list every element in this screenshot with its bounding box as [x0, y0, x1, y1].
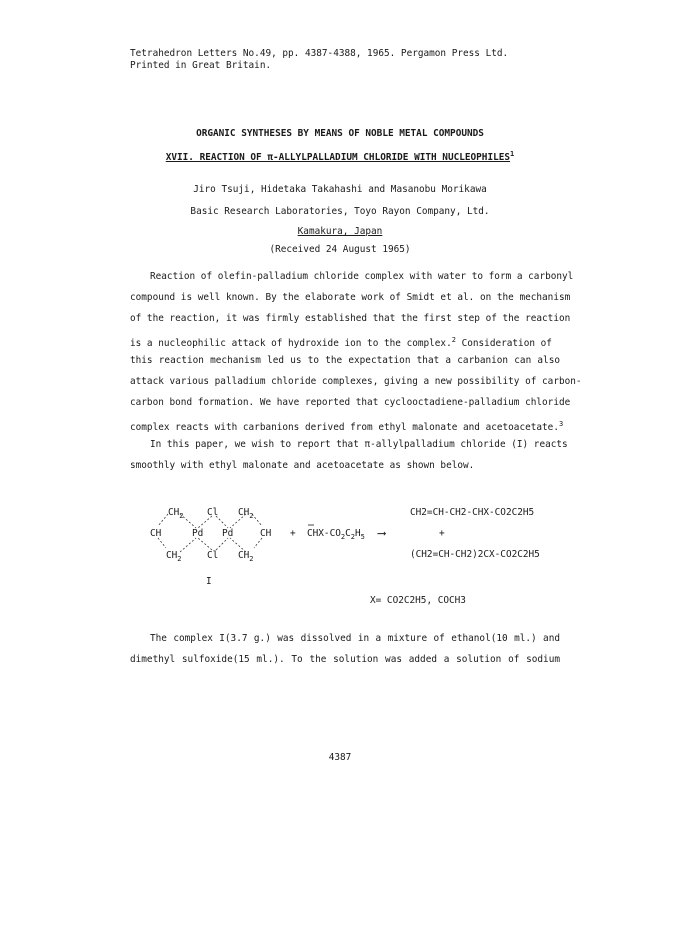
cl-bottom: Cl: [207, 550, 219, 561]
para3-line: dimethyl sulfoxide(15 ml.). To the solution was added a solution of sodium: [130, 654, 560, 665]
para1-line: attack various palladium chloride complexes, giving a new possibility of carbon-: [130, 376, 582, 387]
received-date: (Received 24 August 1965): [269, 244, 411, 255]
location-text: Kamakura, Japan: [297, 226, 383, 237]
citation-line: Tetrahedron Letters No.49, pp. 4387-4388, 1965. Pergamon Press Ltd.: [130, 48, 509, 59]
ch-left: CH: [150, 528, 162, 539]
product-plus: +: [439, 528, 445, 539]
ch2-top-right: $CH_2$: [238, 507, 254, 520]
title-line-2-text: XVII. REACTION OF π-ALLYLPALLADIUM CHLORIDE WITH NUCLEOPHILES: [165, 152, 511, 164]
para1-line: of the reaction, it was firmly established that the first step of the reaction: [130, 313, 571, 324]
printed-line: Printed in Great Britain.: [130, 60, 272, 71]
pd-right: Pd: [222, 528, 234, 539]
dimer-bonds: [158, 514, 262, 552]
para1-line: Reaction of olefin-palladium chloride complex with water to form a carbonyl: [150, 271, 574, 282]
reagent-carbanion: CHX-$CO_2C_2H_5$: [307, 528, 365, 541]
title-footnote-mark: 1: [510, 150, 515, 158]
para1-line-8-text: complex reacts with carbanions derived from ethyl malonate and acetoacetate.: [130, 422, 559, 434]
cl-top: Cl: [207, 507, 219, 518]
para3-line: The complex I(3.7 g.) was dissolved in a mixture of ethanol(10 ml.) and: [150, 633, 560, 644]
reaction-arrow: ⟶: [378, 526, 386, 540]
para1-line: this reaction mechanism led us to the expectation that a carbanion can also: [130, 355, 560, 366]
title-line-1: ORGANIC SYNTHESES BY MEANS OF NOBLE METAL COMPOUNDS: [196, 128, 484, 139]
para1-line: compound is well known. By the elaborate work of Smidt et al. on the mechanism: [130, 292, 571, 303]
ch-right: CH: [260, 528, 272, 539]
plus-sign: +: [290, 528, 296, 539]
para2-line: In this paper, we wish to report that π-allylpalladium chloride (I) reacts: [150, 439, 568, 450]
para2-line: smoothly with ethyl malonate and acetoacetate as shown below.: [130, 460, 475, 471]
para1-line: carbon bond formation. We have reported that cyclooctadiene-palladium chloride: [130, 397, 571, 408]
product-mono-allyl: CH2=CH-CH2-CHX-CO2C2H5: [410, 507, 535, 518]
compound-label-I: I: [206, 576, 212, 587]
ch2-bottom-right: $CH_2$: [238, 550, 254, 563]
page-number: 4387: [328, 752, 352, 763]
affiliation: Basic Research Laboratories, Toyo Rayon Company, Ltd.: [190, 206, 490, 217]
ch2-top-left: $CH_2$: [168, 507, 184, 520]
pd-left: Pd: [192, 528, 204, 539]
authors: Jiro Tsuji, Hidetaka Takahashi and Masanobu Morikawa: [193, 184, 487, 195]
para1-line-4-tail: Consideration of: [461, 338, 552, 350]
x-definition: X= CO2C2H5, COCH3: [370, 595, 466, 606]
reference-mark-2: 2: [451, 336, 456, 344]
ch2-bottom-left: $CH_2$: [166, 550, 182, 563]
product-di-allyl: (CH2=CH-CH2)2CX-CO2C2H5: [410, 549, 540, 560]
reference-mark-3: 3: [558, 420, 564, 428]
para1-line-4-text: is a nucleophilic attack of hydroxide ion to the complex.: [130, 338, 452, 350]
